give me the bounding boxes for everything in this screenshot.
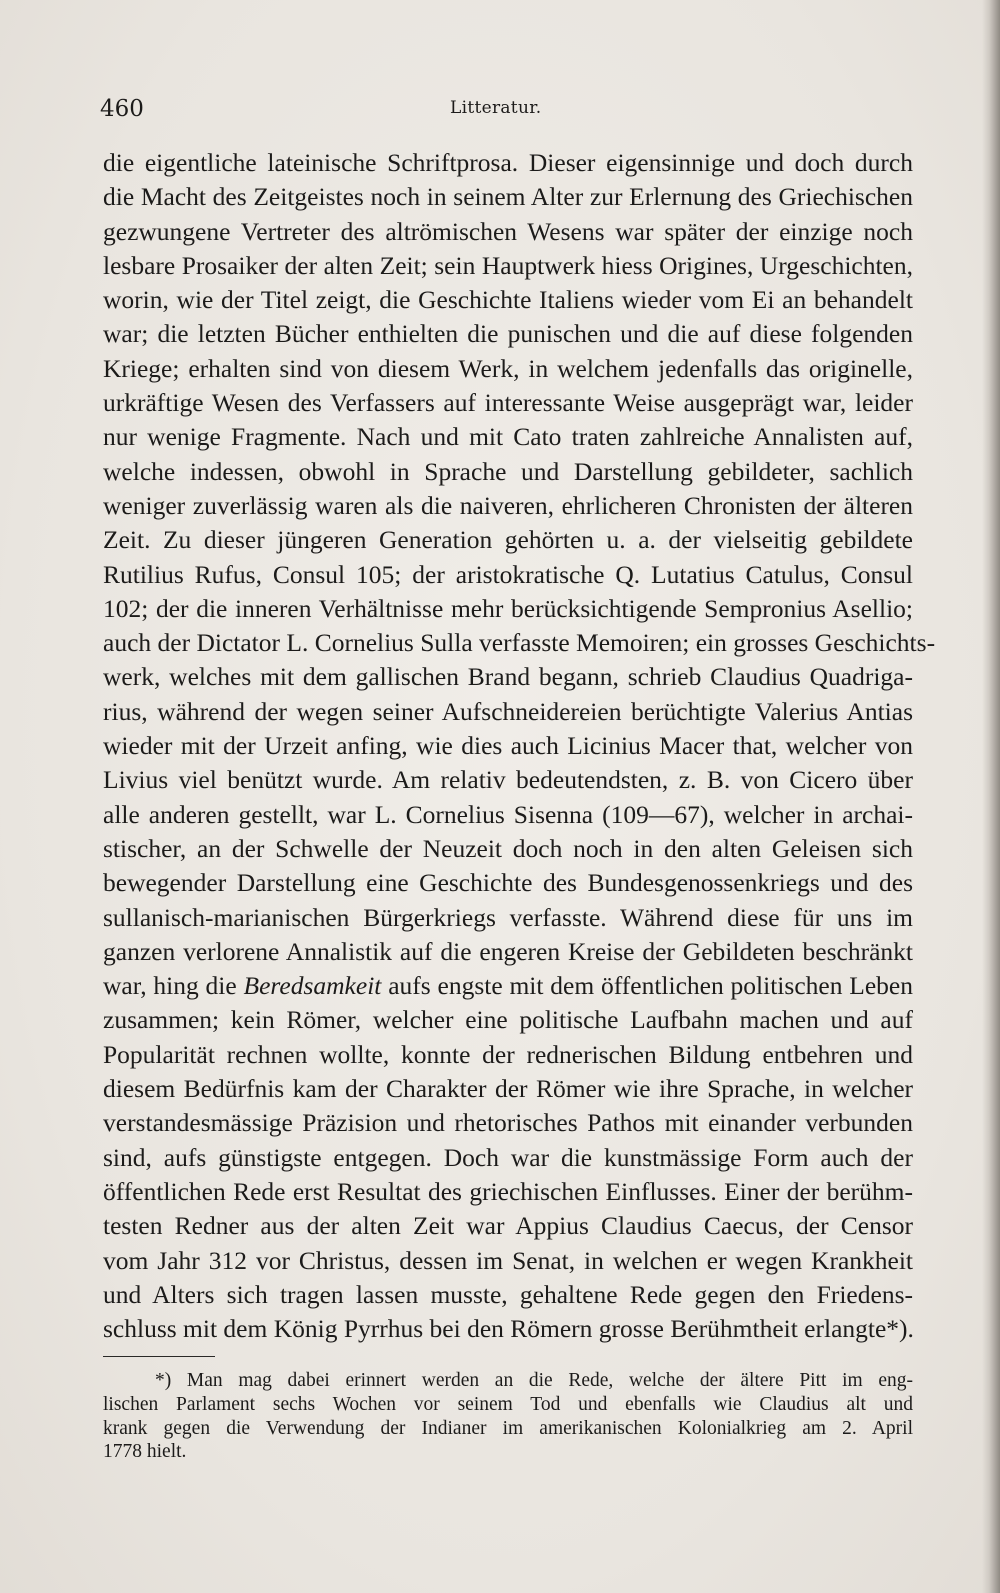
text-line: 102; der die inneren Verhältnisse mehr berücksichtigende Sempronius Asellio; — [103, 593, 913, 623]
text-line: urkräftige Wesen des Verfassers auf interessante Weise ausgeprägt war, leider — [103, 388, 913, 418]
text-line: und Alters sich tragen lassen musste, gehaltene Rede gegen den Friedens- — [103, 1279, 913, 1309]
text-line: Rutilius Rufus, Consul 105; der aristokratische Q. Lutatius Catulus, Consul — [103, 559, 913, 589]
footnote-line: lischen Parlament sechs Wochen vor seinem Tod und ebenfalls wie Claudius alt und — [103, 1393, 913, 1415]
text-line: sind, aufs günstigste entgegen. Doch war die kunstmässige Form auch der — [103, 1142, 913, 1172]
text-line: war; die letzten Bücher enthielten die punischen und die auf diese folgenden — [103, 319, 913, 349]
footnote-line: 1778 hielt. — [103, 1441, 187, 1463]
page-number: 460 — [100, 96, 144, 122]
text-segment: aufs engste mit dem öffentlichen politischen Leben — [381, 971, 913, 1001]
text-line: nur wenige Fragmente. Nach und mit Cato traten zahlreiche Annalisten auf, — [103, 422, 913, 452]
text-line: Zeit. Zu dieser jüngeren Generation gehörten u. a. der vielseitig gebildete — [103, 525, 913, 555]
text-line: gezwungene Vertreter des altrömischen Wesens war später der einzige noch — [103, 216, 913, 246]
text-line: verstandesmässige Präzision und rhetorisches Pathos mit einander verbunden — [103, 1108, 913, 1138]
text-line: rius, während der wegen seiner Aufschneidereien berüchtigte Valerius Antias — [103, 696, 913, 726]
footnote-line: krank gegen die Verwendung der Indianer im amerikanischen Kolonialkrieg am 2. April — [103, 1417, 913, 1439]
text-line: testen Redner aus der alten Zeit war Appius Claudius Caecus, der Censor — [103, 1211, 913, 1241]
emphasized-term: Beredsamkeit — [243, 971, 382, 1001]
text-line: bewegender Darstellung eine Geschichte des Bundesgenossenkriegs und des — [103, 868, 913, 898]
footnote — [103, 1369, 913, 1464]
text-segment: war, hing die — [103, 971, 244, 1001]
text-line: Livius viel benützt wurde. Am relativ bedeutendsten, z. B. von Cicero über — [103, 765, 913, 795]
text-line: Kriege; erhalten sind von diesem Werk, in welchem jedenfalls das originelle, — [103, 353, 913, 383]
text-line: diesem Bedürfnis kam der Charakter der Römer wie ihre Sprache, in welcher — [103, 1074, 913, 1104]
text-line: worin, wie der Titel zeigt, die Geschichte Italiens wieder vom Ei an behandelt — [103, 285, 913, 315]
text-line: öffentlichen Rede erst Resultat des griechischen Einflusses. Einer der berühm- — [103, 1176, 913, 1206]
text-line: welche indessen, obwohl in Sprache und Darstellung gebildeter, sachlich — [103, 456, 913, 486]
text-line: werk, welches mit dem gallischen Brand begann, schrieb Claudius Quadriga- — [103, 662, 913, 692]
text-line: zusammen; kein Römer, welcher eine politische Laufbahn machen und auf — [103, 1005, 913, 1035]
text-line: ganzen verlorene Annalistik auf die engeren Kreise der Gebildeten beschränkt — [103, 936, 913, 966]
text-line: Popularität rechnen wollte, konnte der rednerischen Bildung entbehren und — [103, 1039, 913, 1069]
text-line: auch der Dictator L. Cornelius Sulla verfasste Memoiren; ein grosses Geschichts- — [103, 628, 936, 658]
running-title: Litteratur. — [450, 98, 542, 118]
text-line: die Macht des Zeitgeistes noch in seinem Alter zur Erlernung des Griechischen — [103, 182, 913, 212]
text-line: schluss mit dem König Pyrrhus bei den Römern grosse Berühmtheit erlangte*). — [103, 1314, 914, 1344]
footnote-rule — [103, 1356, 215, 1357]
text-line: die eigentliche lateinische Schriftprosa. Dieser eigensinnige und doch durch — [103, 148, 913, 177]
page-edge-shadow — [982, 0, 1000, 1593]
text-line: sullanisch-marianischen Bürgerkriegs verfasste. Während diese für uns im — [103, 902, 913, 932]
body-text — [103, 146, 936, 1346]
text-line: alle anderen gestellt, war L. Cornelius Sisenna (109—67), welcher in archai- — [103, 799, 913, 829]
text-line: wieder mit der Urzeit anfing, wie dies auch Licinius Macer that, welcher von — [103, 731, 913, 761]
running-head — [100, 96, 912, 130]
text-line: vom Jahr 312 vor Christus, dessen im Senat, in welchen er wegen Krankheit — [103, 1245, 913, 1275]
text-line: weniger zuverlässig waren als die naiveren, ehrlicheren Chronisten der älteren — [103, 490, 913, 520]
footnote-line: *) Man mag dabei erinnert werden an die Rede, welche der ältere Pitt im eng- — [155, 1370, 913, 1391]
text-line: stischer, an der Schwelle der Neuzeit doch noch in den alten Geleisen sich — [103, 833, 913, 863]
text-line-with-emphasis — [103, 969, 913, 1003]
text-line: lesbare Prosaiker der alten Zeit; sein Hauptwerk hiess Origines, Urgeschichten, — [103, 250, 913, 280]
